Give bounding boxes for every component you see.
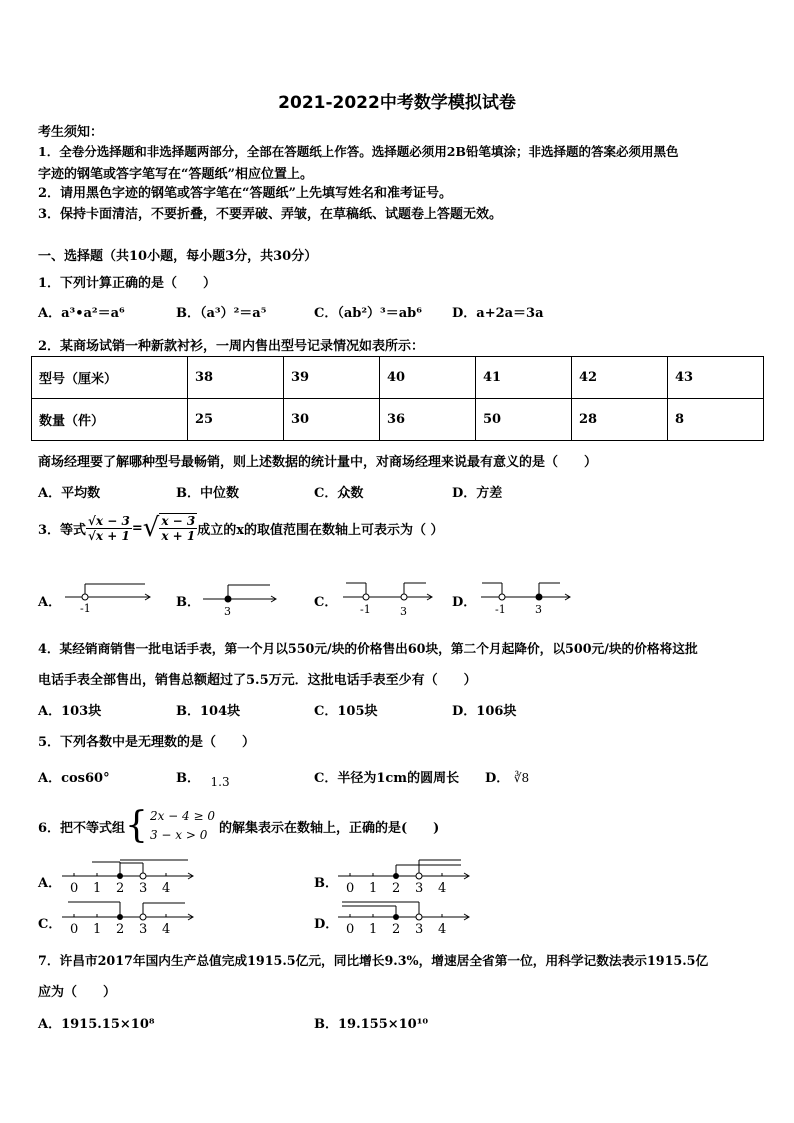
table-cell: 25 — [188, 399, 284, 441]
q3-suffix: 成立的x的取值范围在数轴上可表示为（ ） — [197, 522, 444, 538]
q3-equals: = — [131, 520, 143, 536]
q5-option-b-label: B． — [176, 771, 200, 786]
q5-stem: 5．下列各数中是无理数的是（ ） — [38, 735, 256, 750]
q1-stem: 1．下列计算正确的是（ ） — [38, 276, 217, 291]
q3-option-c[interactable]: C． — [314, 595, 338, 610]
tick-label: 0 — [346, 922, 355, 937]
notice-line-3: 3．保持卡面清洁，不要折叠，不要弄破、弄皱，在草稿纸、试题卷上答题无效。 — [38, 207, 503, 222]
q6-option-c[interactable]: C． — [38, 917, 62, 932]
q3-numerator-2: x − 3 — [161, 514, 196, 528]
tick-label: 0 — [346, 881, 355, 896]
q3-prefix: 3．等式 — [38, 522, 87, 538]
q1-option-c[interactable]: C．（ab²）³＝ab⁶ — [314, 306, 422, 321]
q3-numerator-1: √x − 3 — [88, 513, 130, 528]
table-cell: 41 — [476, 357, 572, 399]
q3-option-d[interactable]: D． — [452, 595, 477, 610]
tick-label: 4 — [162, 922, 171, 937]
q7-option-a[interactable]: A．1915.15×10⁸ — [38, 1017, 155, 1032]
q6-prefix: 6．把不等式组 — [38, 820, 126, 836]
q6-inequality-1: 2x − 4 ≥ 0 — [149, 809, 215, 823]
table-cell: 42 — [572, 357, 668, 399]
q5-option-d[interactable] — [485, 767, 529, 786]
q2-option-b[interactable]: B．中位数 — [176, 486, 239, 501]
table-cell: 8 — [668, 399, 764, 441]
q5-option-c[interactable]: C．半径为1cm的圆周长 — [314, 771, 460, 786]
q3-numberline-d — [478, 576, 573, 618]
tick-label: 3 — [400, 605, 407, 618]
tick-label: 2 — [116, 922, 125, 937]
tick-label: 3 — [415, 922, 424, 937]
table-cell: 40 — [380, 357, 476, 399]
q4-line-2: 电话手表全部售出，销售总额超过了5.5万元．这批电话手表至少有（ ） — [38, 673, 477, 688]
table-cell: 38 — [188, 357, 284, 399]
tick-label: 3 — [224, 605, 231, 618]
brace-icon: { — [125, 805, 148, 846]
q7-option-b[interactable]: B．19.155×10¹⁰ — [314, 1017, 429, 1032]
q2-stem: 2．某商场试销一种新款衬衫，一周内售出型号记录情况如表所示： — [38, 339, 425, 354]
tick-label: 2 — [116, 881, 125, 896]
tick-label: 4 — [162, 881, 171, 896]
table-cell: 型号（厘米） — [32, 357, 188, 399]
tick-label: 0 — [70, 922, 79, 937]
q1-option-b[interactable]: B．（a³）²＝a⁵ — [176, 306, 267, 321]
notice-line-1b: 字迹的钢笔或答字笔写在“答题纸”相应位置上。 — [38, 167, 313, 182]
q4-option-d[interactable]: D．106块 — [452, 704, 517, 719]
tick-label: 3 — [139, 881, 148, 896]
q3-denominator-1: √x + 1 — [88, 528, 130, 543]
notice-line-2: 2．请用黑色字迹的钢笔或答字笔在“答题纸”上先填写姓名和准考证号。 — [38, 186, 453, 201]
notice-heading: 考生须知： — [38, 125, 104, 140]
tick-label: 1 — [93, 881, 102, 896]
q5-option-d-value: ∛8 — [513, 771, 530, 785]
q6-stem — [38, 807, 439, 845]
table-cell: 数量（件） — [32, 399, 188, 441]
q5-option-b-value: 1.3 — [210, 775, 230, 789]
q6-numberline-c — [60, 898, 195, 938]
table-row — [32, 357, 764, 399]
q6-option-b[interactable]: B． — [314, 876, 338, 891]
tick-label: -1 — [360, 603, 371, 616]
tick-label: 3 — [535, 603, 542, 616]
tick-label: -1 — [495, 603, 506, 616]
q6-suffix: 的解集表示在数轴上，正确的是( ) — [219, 820, 440, 836]
q4-option-b[interactable]: B．104块 — [176, 704, 241, 719]
q1-option-d[interactable]: D．a+2a＝3a — [452, 306, 544, 321]
tick-label: 3 — [415, 881, 424, 896]
q7-line-2: 应为（ ） — [38, 985, 117, 1000]
q6-numberline-a — [60, 857, 195, 897]
q3-stem — [38, 513, 444, 543]
tick-label: 3 — [139, 922, 148, 937]
q5-option-b[interactable] — [176, 767, 230, 789]
page-title: 2021-2022中考数学模拟试卷 — [278, 93, 516, 113]
table-cell: 30 — [284, 399, 380, 441]
q3-denominator-2: x + 1 — [161, 529, 196, 543]
table-row — [32, 399, 764, 441]
q3-numberline-b — [198, 578, 283, 618]
q6-numberline-d — [336, 898, 471, 938]
q2-option-d[interactable]: D．方差 — [452, 486, 503, 501]
q6-system — [150, 807, 215, 845]
q4-option-a[interactable]: A．103块 — [38, 704, 102, 719]
tick-label: 2 — [392, 922, 401, 937]
tick-label: 0 — [70, 881, 79, 896]
q5-option-d-label: D． — [485, 771, 510, 786]
q4-line-1: 4．某经销商销售一批电话手表，第一个月以550元/块的价格售出60块，第二个月起降价，以500元/块的价格将这批 — [38, 641, 698, 656]
q1-option-a[interactable]: A．a³•a²＝a⁶ — [38, 306, 125, 321]
q3-fraction-2 — [159, 513, 197, 543]
q3-option-a[interactable]: A． — [38, 595, 62, 610]
q2-option-a[interactable]: A．平均数 — [38, 486, 101, 501]
radical-icon: √ — [142, 513, 160, 543]
q2-option-c[interactable]: C．众数 — [314, 486, 364, 501]
q6-option-a[interactable]: A． — [38, 876, 62, 891]
tick-label: 4 — [438, 881, 447, 896]
tick-label: 1 — [93, 922, 102, 937]
q6-option-d[interactable]: D． — [314, 917, 339, 932]
q6-numberline-b — [336, 857, 471, 897]
notice-line-1: 1．全卷分选择题和非选择题两部分，全部在答题纸上作答。选择题必须用2B铅笔填涂；非选择题的答案必须用黑色 — [38, 144, 679, 159]
table-cell: 50 — [476, 399, 572, 441]
q7-line-1: 7．许昌市2017年国内生产总值完成1915.5亿元，同比增长9.3%，增速居全省第一位，用科学记数法表示1915.5亿 — [38, 953, 709, 968]
q6-inequality-2: 3 − x > 0 — [149, 828, 208, 842]
tick-label: 1 — [369, 881, 378, 896]
size-table — [31, 356, 764, 441]
table-cell: 43 — [668, 357, 764, 399]
q3-numberline-c — [340, 576, 435, 618]
q2-question: 商场经理要了解哪种型号最畅销，则上述数据的统计量中，对商场经理来说最有意义的是（ ） — [38, 455, 598, 470]
q3-numberline-a — [60, 578, 155, 618]
q5-option-a[interactable]: A．cos60° — [38, 771, 110, 786]
tick-label: 1 — [369, 922, 378, 937]
tick-label: 2 — [392, 881, 401, 896]
q3-option-b[interactable]: B． — [176, 595, 200, 610]
q3-fraction-1 — [86, 514, 132, 543]
tick-label: 4 — [438, 922, 447, 937]
tick-label: -1 — [80, 602, 91, 615]
table-cell: 36 — [380, 399, 476, 441]
section-heading: 一、选择题（共10小题，每小题3分，共30分） — [38, 249, 318, 264]
table-cell: 39 — [284, 357, 380, 399]
q4-option-c[interactable]: C．105块 — [314, 704, 378, 719]
table-cell: 28 — [572, 399, 668, 441]
